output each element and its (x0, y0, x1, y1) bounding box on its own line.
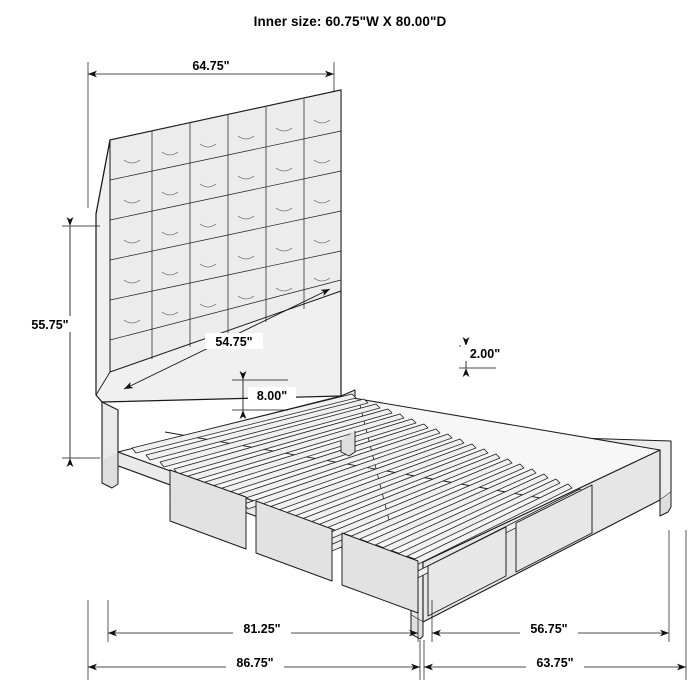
dim-label-deck-length: 81.25" (243, 622, 281, 636)
dim-label-slat-gap: 2.00" (469, 347, 501, 361)
page-title: Inner size: 60.75"W X 80.00"D (253, 14, 447, 29)
dim-label-overall-length: 86.75" (236, 656, 274, 670)
dim-label-slat-spacing: 8.00" (256, 389, 288, 403)
dim-label-overall-width: 63.75" (536, 656, 574, 670)
dim-label-headboard-panel-height: 54.75" (215, 335, 253, 349)
dim-label-overall-height: 55.75" (31, 318, 69, 332)
dim-label-bed-width: 56.75" (530, 622, 568, 636)
dim-label-headboard-width: 64.75" (192, 59, 230, 73)
